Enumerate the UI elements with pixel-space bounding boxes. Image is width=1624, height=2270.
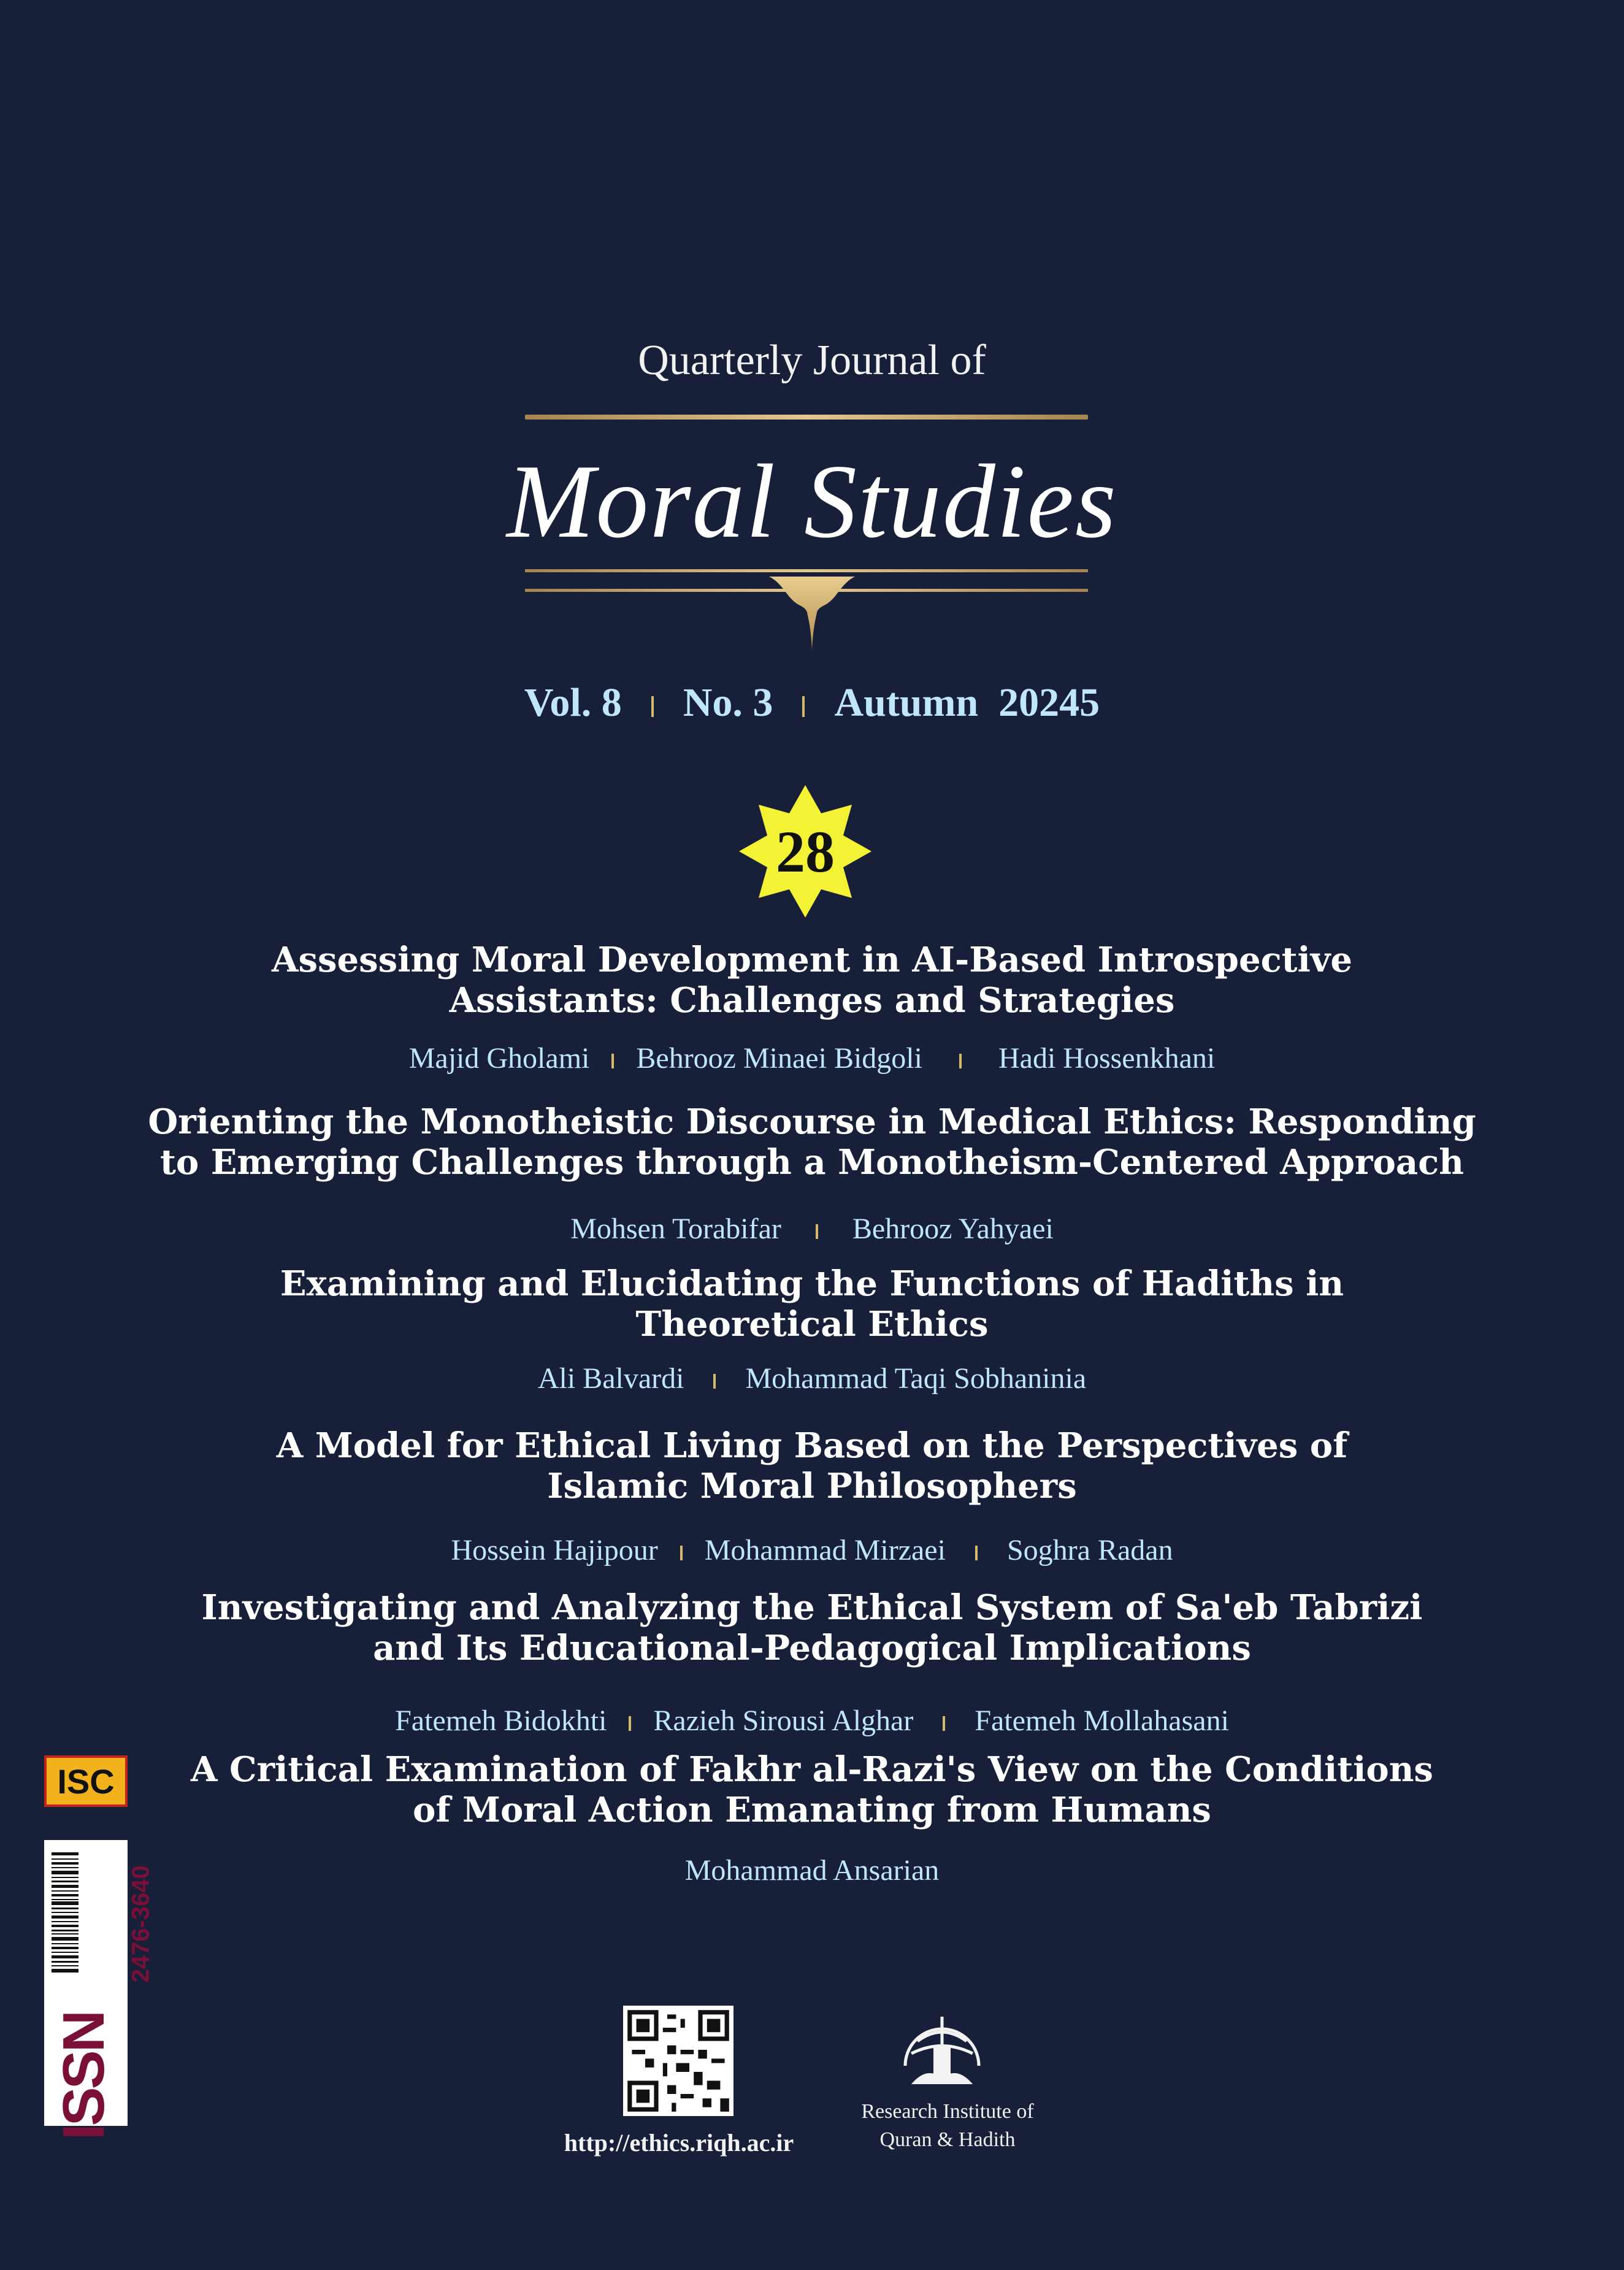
separator	[680, 1546, 683, 1560]
journal-title: Moral Studies	[507, 443, 1117, 560]
journal-subtitle: Quarterly Journal of	[638, 337, 986, 384]
separator	[943, 1716, 945, 1731]
article-title: Assessing Moral Development in AI-Based Introspective Assistants: Challenges and Strategies	[272, 940, 1352, 1021]
separator	[629, 1716, 631, 1731]
publisher-name: Research Institute of Quran & Hadith	[861, 2100, 1034, 2151]
issue-info	[0, 680, 1624, 726]
isc-logo: ISC	[44, 1755, 128, 1807]
issn-barcode	[44, 1840, 155, 2141]
article-authors: Ali Balvardi Mohammad Taqi Sobhaninia	[537, 1362, 1087, 1395]
article-authors: Mohammad Ansarian	[684, 1854, 940, 1887]
separator	[651, 696, 654, 717]
article-title: Orienting the Monotheistic Discourse in Medical Ethics: Responding to Emerging Challenges through a Monotheism-Centered Approach	[148, 1102, 1476, 1183]
volume-label: Vol. 8	[524, 680, 622, 725]
separator	[816, 1224, 818, 1239]
article-title: A Model for Ethical Living Based on the Perspectives of Islamic Moral Philosophers	[276, 1425, 1348, 1506]
issn-number: 2476-3640	[127, 1865, 155, 1983]
issn-label: ISSN	[51, 2012, 117, 2141]
number-label: No. 3	[683, 680, 773, 725]
publisher-logo-icon	[893, 2004, 991, 2103]
top-rule	[525, 415, 1088, 420]
separator	[611, 1054, 614, 1068]
rule-upper	[525, 569, 1088, 572]
journal-url[interactable]: http://ethics.riqh.ac.ir	[564, 2129, 794, 2157]
article-authors: Hossein Hajipour Mohammad Mirzaei Soghra Radan	[451, 1534, 1173, 1566]
separator	[713, 1374, 716, 1389]
qr-code-icon[interactable]	[623, 2006, 733, 2116]
separator	[959, 1054, 962, 1068]
article-title: Investigating and Analyzing the Ethical System of Sa'eb Tabrizi and Its Educational-Pedagogical Implications	[201, 1587, 1423, 1668]
issue-number-badge: 28	[776, 818, 835, 884]
ornament-icon	[769, 577, 855, 650]
article-title: Examining and Elucidating the Functions of Hadiths in Theoretical Ethics	[280, 1263, 1344, 1344]
separator	[975, 1546, 978, 1560]
article-authors: Majid Gholami Behrooz Minaei Bidgoli Hadi Hossenkhani	[408, 1042, 1216, 1075]
article-authors: Fatemeh Bidokhti Razieh Sirousi Alghar Fatemeh Mollahasani	[395, 1704, 1229, 1737]
separator	[802, 696, 805, 717]
article-authors: Mohsen Torabifar Behrooz Yahyaei	[570, 1213, 1054, 1245]
season-label: Autumn 20245	[834, 680, 1100, 725]
article-title: A Critical Examination of Fakhr al-Razi's View on the Conditions of Moral Action Emanating from Humans	[191, 1749, 1433, 1830]
